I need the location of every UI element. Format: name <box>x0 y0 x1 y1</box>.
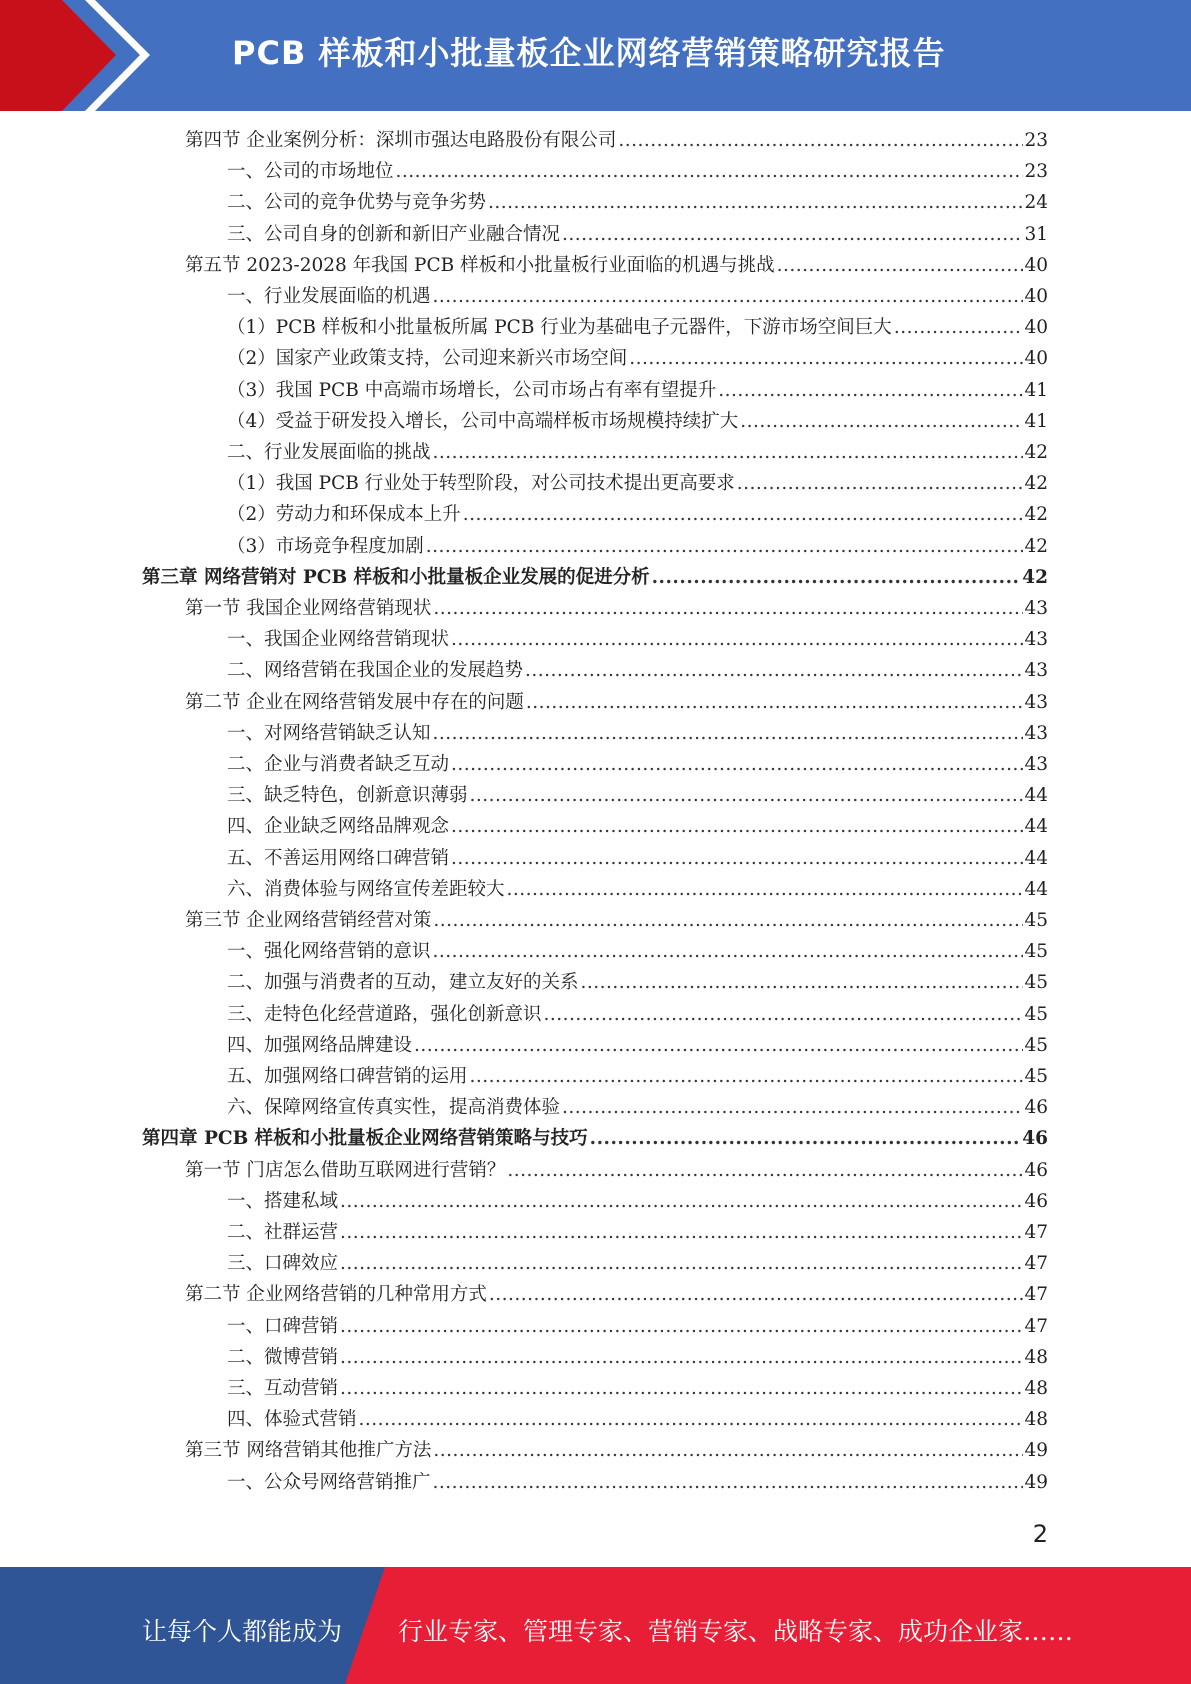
toc-dot-leader <box>433 941 1024 962</box>
toc-dot-leader <box>489 1284 1024 1305</box>
toc-entry-page: 43 <box>1024 629 1048 650</box>
toc-entry-title: 五、加强网络口碑营销的运用 <box>227 1066 468 1087</box>
toc-entry[interactable] <box>227 1062 1048 1093</box>
toc-dot-leader <box>737 473 1024 494</box>
toc-dot-leader <box>433 910 1023 931</box>
toc-entry[interactable] <box>227 532 1048 563</box>
toc-entry-page: 46 <box>1024 1097 1048 1118</box>
toc-dot-leader <box>777 255 1024 276</box>
toc-entry-title: 一、行业发展面临的机遇 <box>227 286 431 307</box>
toc-entry[interactable] <box>142 1124 1048 1155</box>
toc-entry[interactable] <box>185 688 1048 719</box>
toc-entry-title: 五、不善运用网络口碑营销 <box>227 848 450 869</box>
toc-dot-leader <box>470 1066 1024 1087</box>
toc-entry[interactable] <box>227 188 1048 219</box>
toc-entry[interactable] <box>185 251 1048 282</box>
toc-entry-page: 43 <box>1024 598 1048 619</box>
toc-entry[interactable] <box>227 937 1048 968</box>
toc-entry[interactable] <box>227 407 1048 438</box>
toc-entry-page: 40 <box>1024 317 1048 338</box>
toc-entry-title: 三、互动营销 <box>227 1378 339 1399</box>
toc-entry[interactable] <box>227 1468 1048 1499</box>
toc-dot-leader <box>590 1128 1022 1149</box>
toc-entry-page: 47 <box>1024 1316 1048 1337</box>
toc-dot-leader <box>340 1378 1023 1399</box>
toc-entry[interactable] <box>227 157 1048 188</box>
toc-dot-leader <box>488 192 1023 213</box>
toc-entry-title: 二、企业与消费者缺乏互动 <box>227 754 450 775</box>
toc-entry-title: 四、加强网络品牌建设 <box>227 1035 413 1056</box>
toc-entry-page: 43 <box>1024 660 1048 681</box>
toc-entry[interactable] <box>142 563 1048 594</box>
toc-entry[interactable] <box>227 844 1048 875</box>
toc-dot-leader <box>433 1440 1023 1461</box>
toc-entry[interactable] <box>227 1249 1048 1280</box>
toc-entry[interactable] <box>227 500 1048 531</box>
toc-entry-page: 31 <box>1024 224 1048 245</box>
toc-dot-leader <box>525 660 1023 681</box>
toc-entry-page: 23 <box>1024 130 1048 151</box>
toc-entry-page: 42 <box>1022 567 1048 588</box>
toc-entry-title: 二、行业发展面临的挑战 <box>227 442 431 463</box>
toc-entry-page: 44 <box>1024 848 1048 869</box>
toc-entry-title: 第四节 企业案例分析：深圳市强达电路股份有限公司 <box>185 130 617 151</box>
toc-entry-title: 四、企业缺乏网络品牌观念 <box>227 816 450 837</box>
toc-entry-page: 46 <box>1024 1160 1048 1181</box>
toc-dot-leader <box>340 1222 1023 1243</box>
toc-entry[interactable] <box>185 906 1048 937</box>
toc-entry-title: 一、公司的市场地位 <box>227 161 394 182</box>
toc-entry-title: （1）我国 PCB 行业处于转型阶段，对公司技术提出更高要求 <box>227 473 735 494</box>
toc-entry-page: 41 <box>1024 411 1048 432</box>
toc-dot-leader <box>359 1409 1024 1430</box>
toc-entry-page: 45 <box>1024 1004 1048 1025</box>
report-title: PCB 样板和小批量板企业网络营销策略研究报告 <box>232 34 946 72</box>
toc-dot-leader <box>463 504 1024 525</box>
toc-dot-leader <box>507 1160 1023 1181</box>
toc-entry[interactable] <box>185 1156 1048 1187</box>
toc-entry-page: 42 <box>1024 442 1048 463</box>
toc-entry-title: 二、加强与消费者的互动，建立友好的关系 <box>227 972 579 993</box>
toc-entry-page: 46 <box>1022 1128 1048 1149</box>
toc-dot-leader <box>414 1035 1023 1056</box>
page-number: 2 <box>1032 1520 1048 1548</box>
toc-dot-leader <box>451 816 1023 837</box>
toc-entry[interactable] <box>227 625 1048 656</box>
toc-dot-leader <box>451 848 1023 869</box>
toc-entry-page: 42 <box>1024 504 1048 525</box>
toc-entry[interactable] <box>227 220 1048 251</box>
toc-entry[interactable] <box>227 1374 1048 1405</box>
toc-dot-leader <box>340 1253 1023 1274</box>
toc-dot-leader <box>629 348 1023 369</box>
toc-entry-title: 一、强化网络营销的意识 <box>227 941 431 962</box>
toc-entry-page: 40 <box>1024 255 1048 276</box>
toc-entry-title: 一、我国企业网络营销现状 <box>227 629 450 650</box>
toc-entry-page: 47 <box>1024 1253 1048 1274</box>
toc-entry[interactable] <box>185 1436 1048 1467</box>
toc-dot-leader <box>507 879 1024 900</box>
toc-entry-page: 43 <box>1024 754 1048 775</box>
toc-entry-page: 48 <box>1024 1409 1048 1430</box>
toc-entry[interactable] <box>185 126 1048 157</box>
toc-entry-page: 44 <box>1024 785 1048 806</box>
toc-entry[interactable] <box>227 1093 1048 1124</box>
toc-entry-page: 49 <box>1024 1440 1048 1461</box>
page-header <box>0 0 1191 111</box>
toc-entry[interactable] <box>227 1187 1048 1218</box>
toc-entry-page: 44 <box>1024 879 1048 900</box>
toc-entry[interactable] <box>227 781 1048 812</box>
toc-entry[interactable] <box>227 469 1048 500</box>
toc-entry-title: 三、公司自身的创新和新旧产业融合情况 <box>227 224 561 245</box>
toc-entry-page: 44 <box>1024 816 1048 837</box>
toc-dot-leader <box>451 629 1023 650</box>
toc-entry[interactable] <box>227 812 1048 843</box>
toc-dot-leader <box>426 536 1024 557</box>
toc-entry-title: 二、微博营销 <box>227 1347 339 1368</box>
toc-entry[interactable] <box>227 656 1048 687</box>
toc-entry-title: 二、社群运营 <box>227 1222 339 1243</box>
toc-entry-page: 42 <box>1024 473 1048 494</box>
toc-entry-title: （2）国家产业政策支持，公司迎来新兴市场空间 <box>227 348 628 369</box>
toc-entry-title: 一、搭建私域 <box>227 1191 339 1212</box>
toc-dot-leader <box>718 380 1023 401</box>
toc-entry-title: 三、口碑效应 <box>227 1253 339 1274</box>
chevron-arrow-icon <box>0 0 160 111</box>
toc-entry[interactable] <box>227 1343 1048 1374</box>
toc-entry-page: 48 <box>1024 1347 1048 1368</box>
toc-entry-page: 42 <box>1024 536 1048 557</box>
toc-entry[interactable] <box>227 968 1048 999</box>
toc-entry[interactable] <box>227 1312 1048 1343</box>
toc-dot-leader <box>544 1004 1024 1025</box>
toc-dot-leader <box>433 598 1023 619</box>
toc-entry[interactable] <box>185 1280 1048 1311</box>
toc-dot-leader <box>652 567 1022 588</box>
toc-entry-title: 一、对网络营销缺乏认知 <box>227 723 431 744</box>
toc-entry[interactable] <box>227 875 1048 906</box>
toc-entry-title: （1）PCB 样板和小批量板所属 PCB 行业为基础电子元器件，下游市场空间巨大 <box>227 317 892 338</box>
toc-entry-title: 六、消费体验与网络宣传差距较大 <box>227 879 505 900</box>
toc-entry-title: 第三节 网络营销其他推广方法 <box>185 1440 432 1461</box>
page-footer <box>0 1567 1191 1684</box>
toc-entry-page: 40 <box>1024 286 1048 307</box>
toc-entry-title: 三、走特色化经营道路，强化创新意识 <box>227 1004 542 1025</box>
toc-entry[interactable] <box>227 344 1048 375</box>
toc-entry-title: 三、缺乏特色，创新意识薄弱 <box>227 785 468 806</box>
footer-slogan-left: 让每个人都能成为 <box>142 1617 343 1646</box>
toc-entry-page: 23 <box>1024 161 1048 182</box>
toc-dot-leader <box>894 317 1024 338</box>
toc-entry-page: 43 <box>1024 692 1048 713</box>
toc-entry-title: 第三节 企业网络营销经营对策 <box>185 910 432 931</box>
toc-entry-title: 第一节 门店怎么借助互联网进行营销？ <box>185 1160 506 1181</box>
toc-dot-leader <box>562 224 1023 245</box>
footer-slogan-right: 行业专家、管理专家、营销专家、战略专家、成功企业家…… <box>398 1617 1074 1646</box>
toc-entry[interactable] <box>227 1000 1048 1031</box>
toc-dot-leader <box>470 785 1024 806</box>
toc-entry-page: 47 <box>1024 1222 1048 1243</box>
toc-entry-title: 六、保障网络宣传真实性，提高消费体验 <box>227 1097 561 1118</box>
toc-dot-leader <box>340 1347 1023 1368</box>
toc-entry-title: 第二节 企业在网络营销发展中存在的问题 <box>185 692 524 713</box>
toc-dot-leader <box>562 1097 1023 1118</box>
toc-entry-title: （2）劳动力和环保成本上升 <box>227 504 461 525</box>
toc-dot-leader <box>340 1191 1023 1212</box>
toc-dot-leader <box>581 972 1024 993</box>
toc-entry-page: 46 <box>1024 1191 1048 1212</box>
toc-entry-page: 45 <box>1024 910 1048 931</box>
toc-entry-title: 第四章 PCB 样板和小批量板企业网络营销策略与技巧 <box>142 1128 588 1149</box>
toc-entry-title: 四、体验式营销 <box>227 1409 357 1430</box>
toc-entry-title: （4）受益于研发投入增长，公司中高端样板市场规模持续扩大 <box>227 411 739 432</box>
toc-entry-title: 第五节 2023-2028 年我国 PCB 样板和小批量板行业面临的机遇与挑战 <box>185 255 775 276</box>
toc-dot-leader <box>618 130 1023 151</box>
toc-dot-leader <box>433 286 1024 307</box>
toc-dot-leader <box>433 1472 1024 1493</box>
toc-entry-page: 43 <box>1024 723 1048 744</box>
toc-entry[interactable] <box>227 438 1048 469</box>
toc-entry-page: 40 <box>1024 348 1048 369</box>
toc-entry-title: （3）我国 PCB 中高端市场增长，公司市场占有率有望提升 <box>227 380 717 401</box>
toc-entry-title: （3）市场竞争程度加剧 <box>227 536 424 557</box>
toc-entry[interactable] <box>227 1031 1048 1062</box>
toc-dot-leader <box>740 411 1023 432</box>
toc-entry-title: 第二节 企业网络营销的几种常用方式 <box>185 1284 487 1305</box>
toc-dot-leader <box>526 692 1024 713</box>
toc-entry[interactable] <box>227 719 1048 750</box>
toc-entry[interactable] <box>227 1405 1048 1436</box>
toc-entry[interactable] <box>227 313 1048 344</box>
toc-entry[interactable] <box>227 376 1048 407</box>
toc-entry-page: 49 <box>1024 1472 1048 1493</box>
toc-entry-title: 一、公众号网络营销推广 <box>227 1472 431 1493</box>
toc-entry[interactable] <box>185 594 1048 625</box>
toc-dot-leader <box>396 161 1024 182</box>
toc-entry-title: 第三章 网络营销对 PCB 样板和小批量板企业发展的促进分析 <box>142 567 650 588</box>
toc-entry-title: 二、网络营销在我国企业的发展趋势 <box>227 660 524 681</box>
toc-entry-title: 二、公司的竞争优势与竞争劣势 <box>227 192 487 213</box>
toc-entry-page: 24 <box>1024 192 1048 213</box>
toc-dot-leader <box>433 723 1024 744</box>
toc-entry[interactable] <box>227 1218 1048 1249</box>
toc-dot-leader <box>433 442 1024 463</box>
toc-dot-leader <box>340 1316 1023 1337</box>
toc-entry-page: 45 <box>1024 941 1048 962</box>
toc-entry-page: 45 <box>1024 1066 1048 1087</box>
toc-entry-page: 45 <box>1024 972 1048 993</box>
toc-entry[interactable] <box>227 750 1048 781</box>
toc-entry-page: 47 <box>1024 1284 1048 1305</box>
toc-entry-title: 第一节 我国企业网络营销现状 <box>185 598 432 619</box>
toc-entry-title: 一、口碑营销 <box>227 1316 339 1337</box>
toc-entry-page: 48 <box>1024 1378 1048 1399</box>
toc-entry-page: 41 <box>1024 380 1048 401</box>
toc-entry-page: 45 <box>1024 1035 1048 1056</box>
toc-dot-leader <box>451 754 1023 775</box>
toc-entry[interactable] <box>227 282 1048 313</box>
